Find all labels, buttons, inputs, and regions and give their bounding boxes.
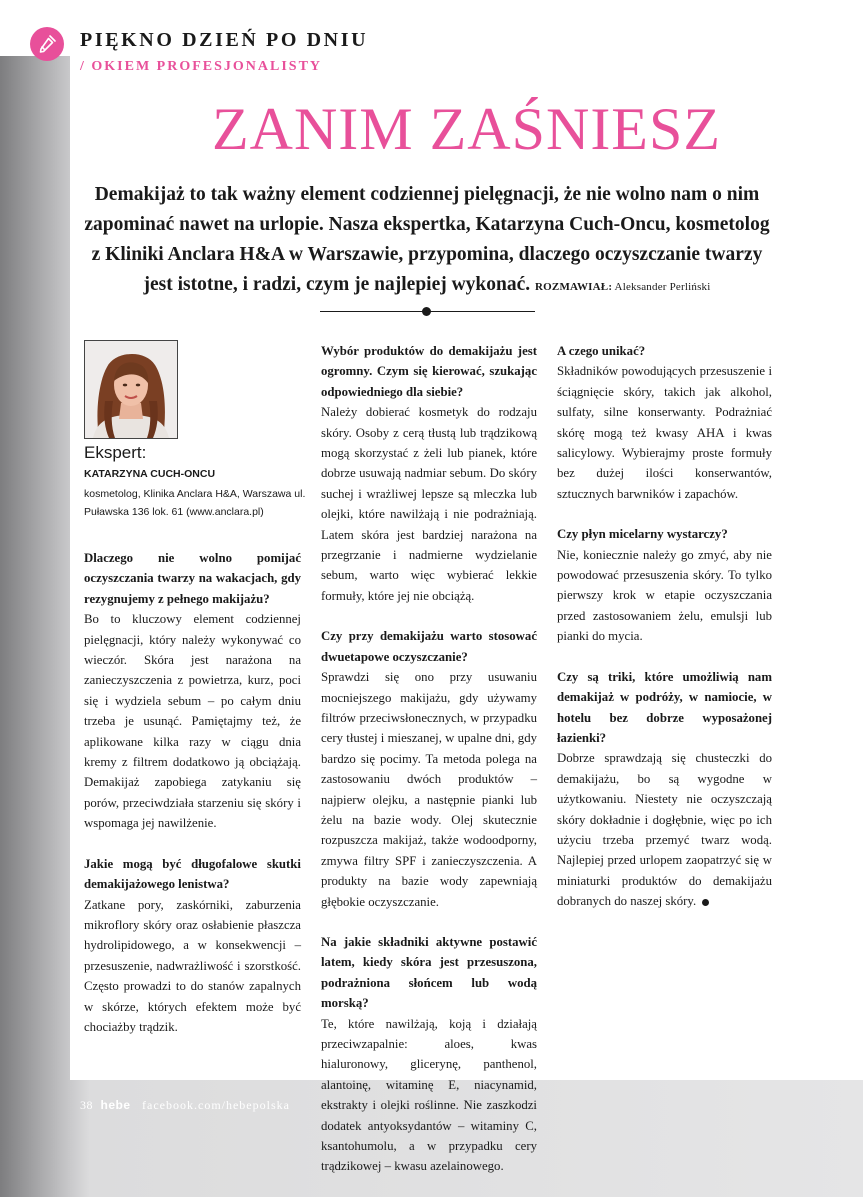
qa-block bbox=[84, 548, 301, 834]
pipette-icon bbox=[36, 33, 58, 55]
article-column-1 bbox=[84, 548, 301, 1057]
qa-block bbox=[321, 932, 537, 1177]
portrait-photo bbox=[85, 341, 177, 438]
question: Czy płyn micelarny wystarczy? bbox=[557, 527, 728, 542]
answer: Składników powodujących przesuszenie i ściągnięcie skóry, takich jak alkohol, sulfaty, silne konserwanty. Podrażniać skórę mogą też kwasy AHA i kwas salicylowy. Wybierajmy proste formuły bez dużej ilości konserwantów, sztucznych barwników i zapachów. bbox=[557, 364, 772, 501]
article-column-2 bbox=[321, 341, 537, 1197]
section-badge bbox=[30, 27, 64, 61]
expert-portrait bbox=[84, 340, 178, 439]
qa-block bbox=[84, 854, 301, 1038]
answer: Te, które nawilżają, koją i działają przeciwzapalnie: aloes, kwas hialuronowy, glicerynę, panthenol, alantoinę, witaminę E, niacynamid, ekstrakty i olejki roślinne. Nie zaszkodzi dodatek antyoksydantów – witaminy C, ksantohumolu, a w przypadku cery trądzikowej – kwasu azelainowego. bbox=[321, 1016, 537, 1174]
answer: Dobrze sprawdzają się chusteczki do demakijażu, bo są wygodne w użytkowaniu. Niestety nie oczyszczają skóry dokładnie i dogłębnie, więc po ich użyciu trzeba przemyć twarz wodą. Najlepiej przed urlopem zaopatrzyć się w miniaturki produktów do demakijażu dobranych do naszej skóry. bbox=[557, 751, 772, 909]
qa-block bbox=[557, 341, 772, 504]
page-footer bbox=[80, 1098, 290, 1113]
footer-brand-logo: hebe bbox=[100, 1098, 131, 1112]
question: Dlaczego nie wolno pomijać oczyszczania twarzy na wakacjach, gdy rezygnujemy z pełnego makijażu? bbox=[84, 551, 301, 606]
answer: Nie, koniecznie należy go zmyć, aby nie powodować przesuszenia skóry. To tylko pierwszy krok w etapie oczyszczania przed zastosowaniem żelu, emulsji lub pianki do mycia. bbox=[557, 547, 772, 644]
article-headline: ZANIM ZAŚNIESZ bbox=[212, 96, 721, 162]
question: Wybór produktów do demakijażu jest ogromny. Czym się kierować, szukając odpowiedniego dla siebie? bbox=[321, 344, 537, 399]
qa-block bbox=[321, 626, 537, 912]
question: A czego unikać? bbox=[557, 344, 646, 358]
expert-name: KATARZYNA CUCH-ONCU bbox=[84, 468, 216, 480]
answer: Zatkane pory, zaskórniki, zaburzenia mikroflory skóry oraz osłabienie płaszcza hydrolipidowego, a w konsekwencji – przesuszenie, nadwrażliwość i szorstkość. Często prowadzi to do stanów zapalnych w skórze, których efektem może być chociażby trądzik. bbox=[84, 897, 301, 1034]
page-number: 38 bbox=[80, 1098, 93, 1112]
answer: Sprawdzi się ono przy usuwaniu mocniejszego makijażu, gdy używamy filtrów przeciwsłonecznych, w przypadku cery tłustej i mieszanej, w upalne dni, gdy bardzo się pocimy. Ta metoda polega na zastosowaniu dwóch produktów – najpierw olejku, a następnie pianki lub żelu na bazie wody. Olej skutecznie rozpuszcza makijaż, także wodoodporny, zmywa filtry SPF i zanieczyszczenia. A produkty na bazie wody zapewniają głębokie oczyszczanie. bbox=[321, 670, 537, 909]
divider-dot-icon bbox=[422, 307, 431, 316]
answer: Bo to kluczowy element codziennej pielęgnacji, który należy wykonywać co wieczór. Skóra jest narażona na zanieczyszczenia z powietrza, kurz, poci się i wydziela sebum – po całym dniu trzeba je usunąć. Pamiętajmy też, że aplikowane kilka razy w ciągu dnia kremy z filtrem dodatkowo ją obciążają. Demakijaż zapobiega zatykaniu się porów, przeciwdziała starzeniu się skóry i wspomaga jej nawilżenie. bbox=[84, 612, 301, 831]
series-subtitle: / OKIEM PROFESJONALISTY bbox=[80, 59, 323, 74]
footer-url: facebook.com/hebepolska bbox=[142, 1098, 290, 1112]
series-title: PIĘKNO DZIEŃ PO DNIU bbox=[80, 29, 369, 51]
question: Na jakie składniki aktywne postawić latem, kiedy skóra jest przesuszona, podrażniona słońcem lub wodą morską? bbox=[321, 934, 537, 1011]
question: Jakie mogą być długofalowe skutki demakijażowego lenistwa? bbox=[84, 856, 301, 892]
qa-block bbox=[557, 667, 772, 912]
article-lead bbox=[82, 180, 772, 302]
question: Czy przy demakijażu warto stosować dwuetapowe oczyszczanie? bbox=[321, 629, 537, 664]
qa-block bbox=[557, 524, 772, 646]
answer: Należy dobierać kosmetyk do rodzaju skóry. Osoby z cerą tłustą lub trądzikową mogą skorzystać z żeli lub pianek, które dobrze usuwają nadmiar sebum. Do skóry suchej i wrażliwej lepsze są mleczka lub olejki, które nawilżają i nie podrażniają. Latem skóra jest bardziej narażona na przegrzanie i nadmierne wydzielanie sebum, warto więc wybierać lekkie formuły, które jej nie obciążą. bbox=[321, 405, 537, 603]
question: Czy są triki, które umożliwią nam demakijaż w podróży, w namiocie, w hotelu bez dobrze wyposażonej łazienki? bbox=[557, 669, 772, 745]
expert-label: Ekspert: bbox=[84, 443, 147, 462]
qa-block bbox=[321, 341, 537, 606]
interview-credit: ROZMAWIAŁ: Aleksander Perliński bbox=[535, 281, 711, 293]
expert-info: kosmetolog, Klinika Anclara H&A, Warszawa ul. Puławska 136 lok. 61 (www.anclara.pl) bbox=[84, 488, 306, 518]
end-mark-icon bbox=[702, 899, 709, 906]
article-column-3 bbox=[557, 341, 772, 932]
lead-text: Demakijaż to tak ważny element codziennej pielęgnacji, że nie wolno nam o nim zapominać nawet na urlopie. Nasza ekspertka, Katarzyna Cuch-Oncu, kosmetolog z Kliniki Anclara H&A w Warszawie, przypomina, dlaczego oczyszczanie twarzy jest istotne, i radzi, czym je najlepiej wykonać. bbox=[84, 184, 770, 295]
